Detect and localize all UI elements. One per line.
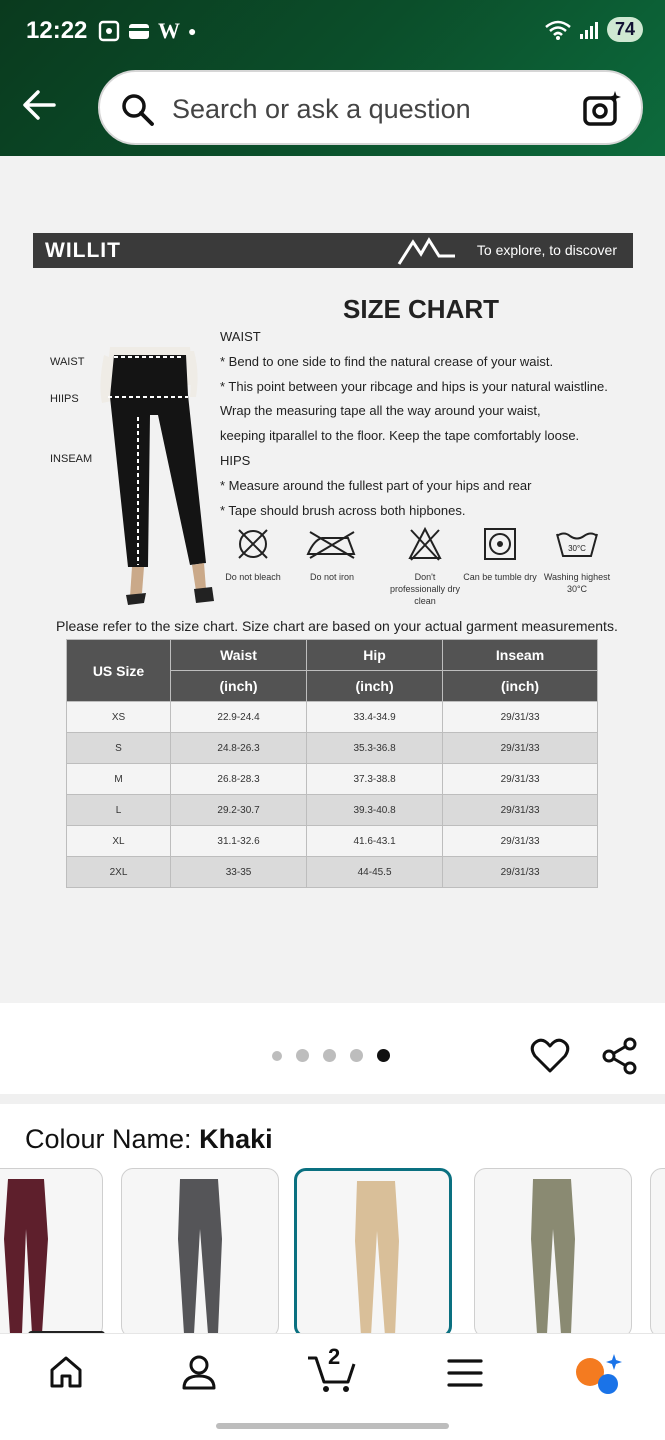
cell-hip: 39.3-40.8 bbox=[307, 795, 443, 826]
care-no-dry-clean: Don't professionally dry clean bbox=[386, 526, 464, 607]
pants-thumbnail-grey bbox=[172, 1169, 226, 1338]
status-right bbox=[545, 17, 643, 42]
cell-waist: 26.8-28.3 bbox=[171, 764, 307, 795]
carousel-dot[interactable] bbox=[323, 1049, 336, 1062]
status-notification-icons bbox=[98, 18, 196, 44]
washing-icon bbox=[554, 526, 600, 562]
cell-size: S bbox=[67, 733, 171, 764]
table-row bbox=[67, 826, 598, 857]
colour-swatch-burgundy[interactable] bbox=[0, 1168, 103, 1338]
back-arrow-icon[interactable] bbox=[20, 86, 58, 124]
battery-badge: 74 bbox=[607, 17, 643, 42]
size-chart-title: SIZE CHART bbox=[343, 294, 499, 324]
wallet-icon bbox=[128, 21, 150, 41]
table-row bbox=[67, 733, 598, 764]
cell-waist: 24.8-26.3 bbox=[171, 733, 307, 764]
pants-thumbnail-burgundy bbox=[0, 1169, 52, 1338]
brand-tagline: To explore, to discover bbox=[476, 242, 617, 258]
home-icon[interactable] bbox=[48, 1354, 84, 1390]
care-tumble-dry: Can be tumble dry bbox=[461, 526, 539, 583]
colour-swatch-olive[interactable] bbox=[474, 1168, 632, 1338]
table-row bbox=[67, 795, 598, 826]
cell-inseam: 29/31/33 bbox=[443, 826, 598, 857]
pants-thumbnail-khaki bbox=[349, 1171, 403, 1338]
carousel-dot-active[interactable] bbox=[377, 1049, 390, 1062]
no-iron-icon bbox=[304, 526, 360, 562]
cell-waist: 33-35 bbox=[171, 857, 307, 888]
cart-button[interactable] bbox=[306, 1344, 358, 1394]
cell-hip: 35.3-36.8 bbox=[307, 733, 443, 764]
colour-swatch-more[interactable] bbox=[650, 1168, 665, 1338]
rufus-assistant-icon[interactable] bbox=[574, 1352, 624, 1396]
no-dry-clean-icon bbox=[407, 526, 443, 562]
carousel-dots[interactable] bbox=[272, 1049, 390, 1062]
cell-hip: 33.4-34.9 bbox=[307, 702, 443, 733]
app-header bbox=[0, 0, 665, 156]
cell-inseam: 29/31/33 bbox=[443, 795, 598, 826]
wishlist-heart-icon[interactable] bbox=[530, 1037, 570, 1075]
cell-size: L bbox=[67, 795, 171, 826]
instruction-line: * Tape should brush across both hipbones. bbox=[220, 502, 466, 518]
cell-size: XL bbox=[67, 826, 171, 857]
cell-hip: 41.6-43.1 bbox=[307, 826, 443, 857]
camera-search-icon[interactable] bbox=[581, 88, 623, 130]
instruction-line: * Measure around the fullest part of your hips and rear bbox=[220, 477, 532, 493]
search-input[interactable]: Search or ask a question bbox=[172, 94, 471, 124]
waist-label: WAIST bbox=[50, 356, 85, 368]
hips-label: HIIPS bbox=[50, 393, 79, 405]
search-icon bbox=[120, 92, 156, 128]
table-row bbox=[67, 857, 598, 888]
colour-label-text: Colour Name: bbox=[25, 1124, 200, 1154]
instruction-line: WAIST bbox=[220, 329, 261, 344]
cell-inseam: 29/31/33 bbox=[443, 702, 598, 733]
brand-name: WILLIT bbox=[45, 239, 121, 262]
cell-inseam: 29/31/33 bbox=[443, 733, 598, 764]
share-icon[interactable] bbox=[600, 1036, 640, 1076]
status-time: 12:22 bbox=[26, 17, 88, 44]
cell-waist: 31.1-32.6 bbox=[171, 826, 307, 857]
header-hip: Hip bbox=[307, 640, 443, 671]
instruction-line: * Bend to one side to find the natural crease of your waist. bbox=[220, 353, 554, 369]
header-waist: Waist bbox=[171, 640, 307, 671]
search-bar[interactable] bbox=[98, 70, 643, 145]
colour-swatch-khaki[interactable] bbox=[294, 1168, 452, 1338]
washing-temp: 30°C bbox=[568, 544, 586, 553]
cell-hip: 44-45.5 bbox=[307, 857, 443, 888]
account-icon[interactable] bbox=[181, 1354, 217, 1390]
cell-hip: 37.3-38.8 bbox=[307, 764, 443, 795]
measurement-instructions bbox=[220, 325, 640, 523]
cell-waist: 22.9-24.4 bbox=[171, 702, 307, 733]
screenshot-icon bbox=[98, 20, 120, 42]
system-home-indicator[interactable] bbox=[216, 1423, 449, 1429]
header-unit: (inch) bbox=[171, 671, 307, 702]
menu-icon[interactable] bbox=[447, 1358, 483, 1388]
size-table bbox=[66, 639, 598, 888]
cell-inseam: 29/31/33 bbox=[443, 764, 598, 795]
cart-count: 2 bbox=[328, 1344, 341, 1369]
signal-icon bbox=[579, 20, 599, 40]
care-washing: 30°C Washing highest 30°C bbox=[538, 526, 616, 595]
header-unit: (inch) bbox=[307, 671, 443, 702]
dot-icon: ● bbox=[188, 23, 197, 39]
header-inseam: Inseam bbox=[443, 640, 598, 671]
pants-thumbnail-olive bbox=[525, 1169, 579, 1338]
no-bleach-icon bbox=[235, 526, 271, 562]
carousel-dot[interactable] bbox=[350, 1049, 363, 1062]
carousel-dot[interactable] bbox=[272, 1051, 282, 1061]
header-unit: (inch) bbox=[443, 671, 598, 702]
carousel-dot[interactable] bbox=[296, 1049, 309, 1062]
cell-inseam: 29/31/33 bbox=[443, 857, 598, 888]
section-divider bbox=[0, 1094, 665, 1104]
instruction-line: Wrap the measuring tape all the way around your waist, bbox=[220, 403, 541, 419]
table-row bbox=[67, 702, 598, 733]
colour-name bbox=[25, 1124, 273, 1155]
brand-banner bbox=[33, 233, 633, 268]
colour-swatch-grey[interactable] bbox=[121, 1168, 279, 1338]
table-row bbox=[67, 764, 598, 795]
cell-size: M bbox=[67, 764, 171, 795]
app-w-icon: W bbox=[158, 18, 180, 43]
cell-size: XS bbox=[67, 702, 171, 733]
header-us-size: US Size bbox=[67, 640, 171, 702]
inseam-label: INSEAM bbox=[50, 453, 93, 465]
mountain-logo-icon bbox=[397, 236, 457, 266]
colour-value: Khaki bbox=[199, 1124, 273, 1154]
instruction-line: keeping itparallel to the floor. Keep the tape comfortably loose. bbox=[220, 428, 580, 444]
size-chart-note: Please refer to the size chart. Size chart are based on your actual garment measurements. bbox=[56, 618, 618, 634]
instruction-line: HIPS bbox=[220, 452, 251, 468]
care-no-iron: Do not iron bbox=[293, 526, 371, 583]
care-no-bleach: Do not bleach bbox=[214, 526, 292, 583]
tumble-dry-icon bbox=[482, 526, 518, 562]
cell-size: 2XL bbox=[67, 857, 171, 888]
instruction-line: * This point between your ribcage and hips is your natural waistline. bbox=[220, 378, 608, 394]
cell-waist: 29.2-30.7 bbox=[171, 795, 307, 826]
wifi-icon bbox=[545, 19, 571, 41]
